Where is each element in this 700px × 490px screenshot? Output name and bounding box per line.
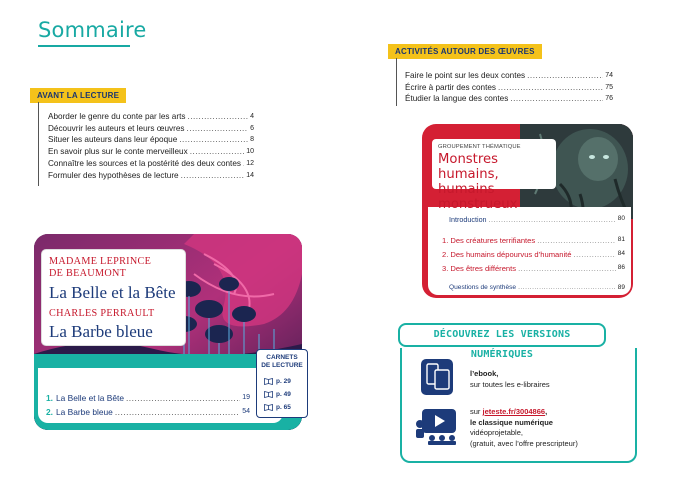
toc-row-page: 10: [246, 148, 254, 156]
open-book-icon: [264, 404, 273, 411]
toc-row[interactable]: [46, 391, 250, 405]
classroom-projector-icon: [414, 408, 458, 446]
toc-leader-dots: [537, 236, 616, 245]
toc-row-number: 1.: [442, 236, 449, 245]
open-book-icon: [264, 391, 273, 398]
carnets-title: [257, 354, 307, 369]
toc-row-page: 84: [617, 250, 625, 257]
toc-row[interactable]: [48, 146, 254, 158]
toc-row-number: 2.: [46, 407, 53, 417]
toc-row-number: 2.: [442, 250, 449, 259]
toc-row-page: 14: [246, 171, 254, 179]
carnet-row: [264, 404, 291, 411]
numerique-title: DÉCOUVREZ LES VERSIONS NUMÉRIQUES: [398, 323, 606, 347]
classique-text: [470, 407, 578, 449]
toc-row-page: 75: [605, 83, 613, 91]
toc-row-title: Étudier la langue des contes: [405, 94, 509, 104]
carnets-box: [256, 349, 308, 418]
groupement-toc-row[interactable]: [442, 264, 625, 273]
toc-row-title: Aborder le genre du conte par les arts: [48, 112, 186, 121]
toc-leader-dots: [510, 93, 603, 105]
avant-toc: [48, 111, 254, 181]
toc-leader-dots: [126, 391, 240, 405]
toc-row-page: 76: [605, 95, 613, 103]
toc-row-page: 74: [605, 72, 613, 79]
belle-title-card: [42, 250, 185, 345]
toc-row-title: Questions de synthèse: [449, 284, 517, 291]
toc-row-page: 12: [246, 159, 254, 167]
toc-row-title: Écrire à partir des contes: [405, 82, 497, 92]
toc-row-page: 86: [617, 264, 625, 271]
groupement-label: GROUPEMENT THÉMATIQUE: [438, 144, 521, 150]
toc-leader-dots: [574, 250, 616, 259]
toc-leader-dots: [518, 264, 616, 273]
work1-title: La Belle et la Bête: [49, 283, 176, 302]
toc-row-page: 6: [250, 124, 254, 132]
groupement-toc-row[interactable]: [442, 250, 625, 259]
belle-toc: [46, 391, 250, 419]
ebook-text: [470, 369, 550, 390]
toc-row-number: 1.: [46, 393, 53, 403]
toc-row[interactable]: [46, 405, 250, 419]
avant-rule: [38, 102, 39, 186]
carnet-page: p. 29: [276, 378, 291, 385]
groupement-toc-row[interactable]: [442, 236, 625, 245]
toc-leader-dots: [527, 70, 603, 82]
activites-label: ACTIVITÉS AUTOUR DES ŒUVRES: [388, 44, 542, 59]
toc-row[interactable]: [48, 158, 254, 170]
classique-line4: (gratuit, avec l’offre prescripteur): [470, 438, 578, 448]
toc-leader-dots: [115, 405, 240, 419]
carnet-row: [264, 391, 291, 398]
toc-leader-dots: [518, 284, 616, 291]
toc-row-page: 19: [242, 394, 250, 401]
toc-row-page: 54: [242, 408, 250, 415]
toc-row-title: Situer les auteurs dans leur époque: [48, 135, 178, 145]
toc-leader-dots: [498, 82, 603, 94]
toc-row-page: 8: [250, 136, 254, 144]
toc-row-page: 80: [617, 215, 625, 222]
classique-prefix: sur: [470, 407, 483, 416]
toc-leader-dots: [489, 215, 616, 224]
work2-title: La Barbe bleue: [49, 322, 153, 341]
toc-row[interactable]: [48, 123, 254, 135]
groupement-title-l2: humains monstrueux: [438, 182, 518, 212]
toc-row[interactable]: [405, 82, 613, 94]
groupement-title: [438, 152, 556, 212]
groupement-title-l1: Monstres humains,: [438, 152, 499, 182]
carnets-title-l2: DE LECTURE: [261, 361, 303, 369]
carnet-page: p. 65: [276, 404, 291, 411]
toc-row-title: Des êtres différents: [450, 264, 517, 273]
toc-leader-dots: [187, 123, 249, 135]
toc-row-title: Formuler des hypothèses de lecture: [48, 170, 179, 180]
toc-row[interactable]: [405, 93, 613, 105]
classique-line3: vidéoprojetable,: [470, 428, 523, 437]
toc-leader-dots: [187, 111, 248, 123]
classique-suffix: ,: [545, 407, 548, 416]
groupement-toc-row[interactable]: [449, 284, 625, 291]
toc-row-title: La Belle et la Bête: [56, 393, 124, 403]
toc-row-page: 81: [617, 236, 625, 243]
toc-leader-dots: [243, 158, 244, 170]
toc-leader-dots: [179, 134, 248, 146]
ebook-line2: sur toutes les e-libraires: [470, 379, 550, 389]
toc-row-title: Introduction: [449, 215, 487, 224]
classique-line2: le classique numérique: [470, 417, 553, 427]
avant-label: AVANT LA LECTURE: [30, 88, 126, 103]
toc-row-title: Découvrir les auteurs et leurs œuvres: [48, 123, 185, 133]
toc-row-title: Des humains dépourvus d’humanité: [450, 250, 572, 259]
groupement-toc-row[interactable]: [449, 215, 625, 224]
toc-row-number: 3.: [442, 264, 449, 273]
open-book-icon: [264, 378, 273, 385]
carnets-title-l1: CARNETS: [266, 354, 298, 361]
toc-row[interactable]: [48, 111, 254, 123]
toc-row-page: 4: [250, 113, 254, 120]
devices-icon: [420, 358, 454, 396]
ebook-line1: l’ebook,: [470, 369, 499, 378]
classique-link[interactable]: jeteste.fr/3004866: [482, 407, 546, 416]
author2-name: CHARLES PERRAULT: [49, 308, 155, 319]
toc-leader-dots: [181, 170, 245, 182]
page-title: Sommaire: [38, 18, 147, 42]
toc-row-page: 89: [617, 284, 625, 291]
toc-row-title: Des créatures terrifiantes: [450, 236, 536, 245]
activites-toc: [405, 70, 613, 105]
toc-row[interactable]: [48, 170, 254, 182]
carnet-page: p. 49: [276, 391, 291, 398]
toc-leader-dots: [190, 146, 244, 158]
groupement-title-box: [432, 139, 556, 212]
carnet-row: [264, 378, 291, 385]
activites-rule: [396, 58, 397, 106]
author1-line1: MADAME LEPRINCE: [49, 256, 152, 267]
toc-row[interactable]: [48, 134, 254, 146]
author1-line2: DE BEAUMONT: [49, 268, 127, 279]
toc-row[interactable]: [405, 70, 613, 82]
toc-row-title: La Barbe bleue: [56, 407, 113, 417]
toc-row-title: Faire le point sur les deux contes: [405, 71, 526, 80]
title-underline: [38, 45, 130, 47]
toc-row-title: Connaître les sources et la postérité des deux contes: [48, 158, 241, 168]
toc-row-title: En savoir plus sur le conte merveilleux: [48, 147, 188, 157]
